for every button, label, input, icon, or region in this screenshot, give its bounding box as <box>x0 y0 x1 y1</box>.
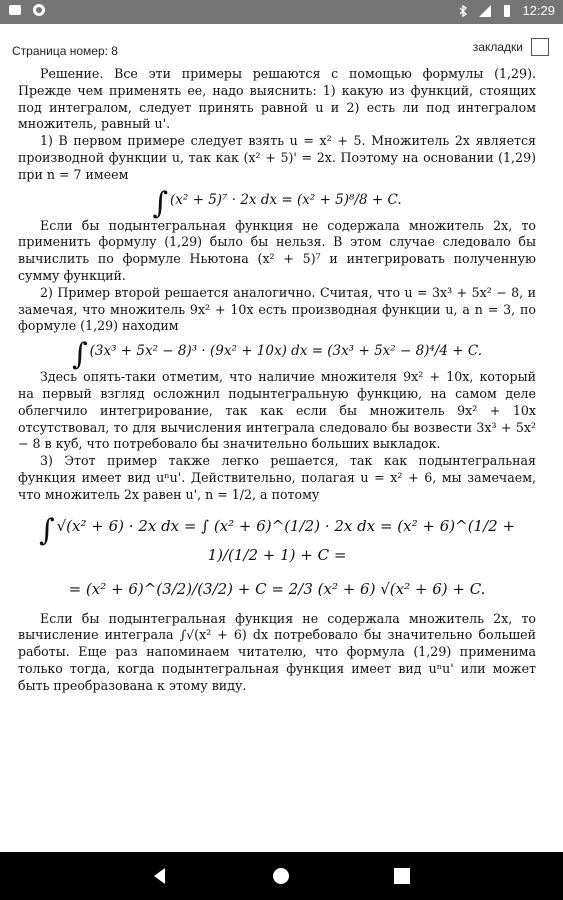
signal-icon <box>478 4 492 18</box>
book-page <box>18 66 536 826</box>
bookmarks-checkbox[interactable] <box>531 38 549 56</box>
clock: 12:29 <box>522 3 555 18</box>
back-icon[interactable] <box>150 866 170 886</box>
paragraph-example-2: 2) Пример второй решается аналогично. Считая, что u = 3x³ + 5x² − 8, и замечая, что множитель 9x² + 10x есть производная функции u, а n = 3, по формуле (1,29) находим <box>18 284 536 334</box>
formula-3a: ∫ √(x² + 6) · 2x dx = ∫ (x² + 6)^(1/2) · 2x dx = (x² + 6)^(1/2 + 1)/(1/2 + 1) + C = <box>38 512 516 564</box>
battery-icon <box>500 4 514 18</box>
bookmarks-label: закладки <box>472 40 523 54</box>
record-icon <box>32 3 46 17</box>
paragraph-note-2: Здесь опять-таки отметим, что наличие множителя 9x² + 10x, который на первый взгляд осложнил подынтегральную функцию, на самом деле облегчило интегрирование, так как если бы множитель 9x² + 10x отсутствовал, то для вычисления интеграла следовало бы возвести 3x³ + 5x² − 8 в куб, что потребовало бы значительно больших выкладок. <box>18 369 536 452</box>
paragraph-example-1: 1) В первом примере следует взять u = x² + 5. Множитель 2x является производной функции u, так как (x² + 5)' = 2x. Поэтому на основании (1,29) при n = 7 имеем <box>18 133 536 182</box>
paragraph-note-1: Если бы подынтегральная функция не содержала множитель 2x, то применить формулу (1,29) было бы нельзя. В этом случае следовало бы вычислить по формуле Ньютона (x² + 5)⁷ и интегрировать полученную сумму функций. <box>18 217 536 283</box>
formula-2: ∫ (3x³ + 5x² − 8)³ · (9x² + 10x) dx = (3x³ + 5x² − 8)⁴/4 + C. <box>71 337 483 373</box>
paragraph-conclusion: Если бы подынтегральная функция не содержала множитель 2x, то вычисление интеграла ∫√(x² + 6) dx потребовало бы значительно большей работы. Еще раз напоминаем читателю, что формула (1,29) применима только тогда, когда подынтегральная функция имеет вид uⁿu' или может быть преобразована к этому виду. <box>18 610 536 693</box>
formula-3b: = (x² + 6)^(3/2)/(3/2) + C = 2/3 (x² + 6) √(x² + 6) + C. <box>68 579 486 598</box>
recents-icon[interactable] <box>392 866 412 886</box>
navigation-bar <box>0 852 563 900</box>
app-notification-icon <box>8 3 22 17</box>
page-number-label: Страница номер: 8 <box>12 44 118 58</box>
paragraph-solution-intro: Решение. Все эти примеры решаются с помощью формулы (1,29). Прежде чем применять ее, надо выяснить: 1) какую из функций, стоящих под интегралом, следует принять равной u и 2) есть ли под интегралом множитель, равный u'. <box>18 66 536 132</box>
home-icon[interactable] <box>271 866 291 886</box>
bluetooth-icon <box>456 4 470 18</box>
formula-1: ∫ (x² + 5)⁷ · 2x dx = (x² + 5)⁸/8 + C. <box>152 185 402 221</box>
bookmarks-toggle[interactable] <box>473 38 549 56</box>
paragraph-example-3: 3) Этот пример также легко решается, так как подынтегральная функция имеет вид uⁿu'. Действительно, полагая u = x² + 6, мы замечаем, что множитель 2x равен u', n = 1/2, а потому <box>18 453 536 502</box>
status-bar <box>0 0 563 24</box>
